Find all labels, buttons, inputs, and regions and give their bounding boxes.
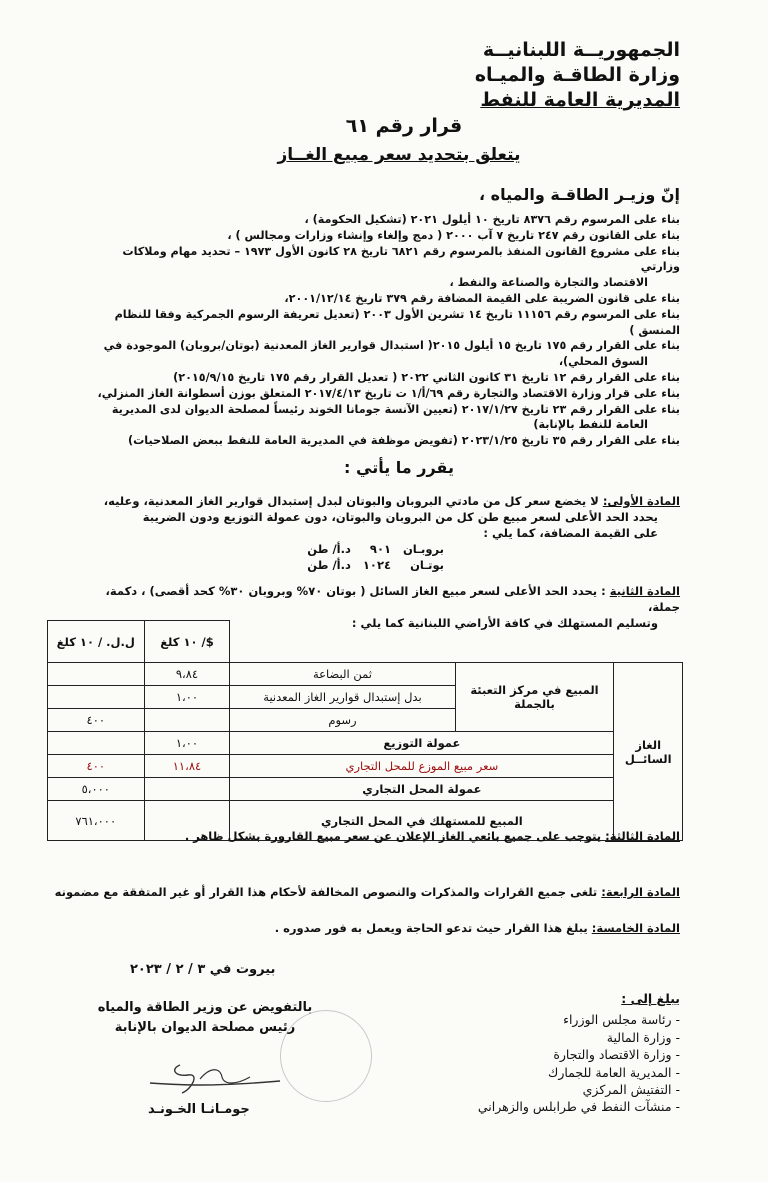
signature-line-2: رئيس مصلحة الديوان بالإنابة bbox=[114, 1020, 296, 1035]
table-row bbox=[48, 755, 683, 778]
row-label: المبيع للمستهلك في المحل التجاري bbox=[230, 801, 614, 841]
table-row bbox=[48, 663, 683, 686]
article-1-label: المادة الأولى: bbox=[602, 494, 680, 508]
row-label: عمولة التوزيع bbox=[230, 732, 614, 755]
product-price: ١٠٢٤ bbox=[362, 558, 391, 572]
distribution-heading: يبلغ إلى : bbox=[621, 991, 680, 1006]
handwritten-signature bbox=[140, 1055, 290, 1100]
premise: بناء على القانون رقم ٢٤٧ تاريخ ٧ آب ٢٠٠٠ ( دمج وإلغاء وإنشاء وزارات ومجالس ) ، bbox=[227, 228, 680, 242]
cell-usd: ٩،٨٤ bbox=[144, 663, 230, 686]
cell-usd bbox=[144, 778, 230, 801]
article-4 bbox=[55, 884, 680, 900]
premise: بناء على قانون الضريبة على القيمة المضافة رقم ٣٧٩ تاريخ ٢٠٠١/١٢/١٤، bbox=[284, 291, 680, 305]
letterhead bbox=[420, 38, 680, 113]
list-item: - وزارة المالية bbox=[380, 1029, 680, 1046]
premise: بناء على القرار رقم ١٢ تاريخ ٣١ كانون الثاني ٢٠٢٢ ( تعديل القرار رقم ١٧٥ تاريخ ٢٠١٥/٩/١٥) bbox=[173, 370, 680, 384]
article-2-label: المادة الثانية bbox=[609, 584, 680, 598]
product-name: بوتـان bbox=[410, 558, 444, 572]
minister-line: إنّ وزيـر الطاقـة والمياه ، bbox=[479, 185, 680, 204]
signature-line-1: بالتفويض عن وزير الطاقة والمياه bbox=[97, 1000, 313, 1015]
list-item bbox=[301, 557, 450, 573]
product-name: بروبـان bbox=[402, 542, 444, 556]
article-3 bbox=[185, 828, 680, 844]
premise: بناء على المرسوم رقم ١١١٥٦ تاريخ ١٤ تشرين الأول ٢٠٠٣ (تعديل تعريفة الرسوم الجمركية وفقا للنظام المنسق ) bbox=[114, 307, 680, 337]
list-item: - منشآت النفط في طرابلس والزهراني bbox=[380, 1098, 680, 1115]
product-unit: د.أ/ طن bbox=[307, 558, 351, 572]
decision-subject: يتعلق بتحديد سعر مبيع الغــاز bbox=[277, 145, 521, 165]
list-item: - وزارة الاقتصاد والتجارة bbox=[380, 1046, 680, 1063]
cell-usd bbox=[144, 709, 230, 732]
issue-date: بيروت في ٣ / ٢ / ٢٠٢٣ bbox=[130, 962, 276, 977]
premise: بناء على قرار وزارة الاقتصاد والتجارة رقم ٦٩/أ/١ ت تاريخ ٢٠١٧/٤/١٣ المتعلق بوزن أسطوانة الغاز المنزلي، bbox=[97, 386, 680, 400]
article-3-text: يتوجب على جميع بائعي الغاز الإعلان عن سعر مبيع القارورة بشكل ظاهر . bbox=[184, 829, 602, 843]
premise: بناء على القرار رقم ٣٥ تاريخ ٢٠٢٣/١/٢٥ (تفويض موظفة في المديرية العامة للنفط ببعض الصلاحيات) bbox=[127, 434, 680, 448]
row-label: عمولة المحل التجاري bbox=[230, 778, 614, 801]
article-2-text: : يحدد الحد الأعلى لسعر مبيع الغاز السائل ( بوتان ٧٠% وبروبان ٣٠% كحد أقصى) ، دكمة، جملة، bbox=[105, 584, 680, 614]
premise-continuation: السوق المحلي)، bbox=[558, 355, 648, 369]
article-2-line2: وتسليم المستهلك في كافة الأراضي اللبنانية كما يلي : bbox=[351, 616, 658, 630]
cell-usd: ١١،٨٤ bbox=[144, 755, 230, 778]
column-header-usd: $/ ١٠ كلغ bbox=[144, 621, 230, 663]
premise: بناء على المرسوم رقم ٨٣٧٦ تاريخ ١٠ أيلول ٢٠٢١ (تشكيل الحكومة) ، bbox=[304, 213, 680, 226]
signature-block bbox=[90, 998, 320, 1038]
product-unit: د.أ/ طن bbox=[307, 542, 351, 556]
cell-lbp bbox=[48, 686, 145, 709]
cell-usd: ١،٠٠ bbox=[144, 732, 230, 755]
product-price: ٩٠١ bbox=[369, 542, 391, 556]
row-label: سعر مبيع الموزع للمحل التجاري bbox=[230, 755, 614, 778]
ton-price-list bbox=[301, 541, 450, 573]
premise-continuation: الاقتصاد والتجارة والصناعة والنفط ، bbox=[449, 276, 648, 290]
article-1-line2: يحدد الحد الأعلى لسعر مبيع طن كل من البروبان والبوتان، دون عمولة التوزيع ودون الضريبة bbox=[142, 510, 658, 524]
article-4-text: تلغى جميع القرارات والمذكرات والنصوص المخالفة لأحكام هذا القرار أو غير المتفقة مع مضمونه bbox=[54, 885, 598, 899]
republic-name: الجمهوريــة اللبنانيــة bbox=[482, 39, 680, 61]
article-5-text: يبلغ هذا القرار حيث تدعو الحاجة ويعمل به فور صدوره . bbox=[274, 921, 588, 935]
article-1-text: لا يخضع سعر كل من مادتي البروبان والبوتان لبدل إستبدال قوارير الغاز المعدنية، وعليه، bbox=[103, 494, 599, 508]
cell-lbp bbox=[48, 732, 145, 755]
article-5-label: المادة الخامسة: bbox=[591, 921, 680, 935]
cell-lbp: ٧٦١،٠٠٠ bbox=[48, 801, 145, 841]
price-table bbox=[47, 620, 683, 841]
premise: بناء على القرار رقم ٢٣ تاريخ ٢٠١٧/١/٢٧ (تعيين الآنسة جومانا الخوند رئيساً لمصلحة الديوان لدى المديرية bbox=[111, 402, 680, 416]
table-row bbox=[48, 778, 683, 801]
signatory-name: جومـانـا الخـونـد bbox=[148, 1102, 250, 1117]
list-item: - التفتيش المركزي bbox=[380, 1081, 680, 1098]
ministry-name: وزارة الطاقـة والميـاه bbox=[474, 64, 680, 86]
premise: بناء على مشروع القانون المنفذ بالمرسوم رقم ٦٨٢١ تاريخ ٢٨ كانون الأول ١٩٧٣ – تحديد مهام وملاكات وزارتي bbox=[122, 244, 680, 274]
decision-number: قرار رقم ٦١ bbox=[345, 115, 463, 137]
list-item: - المديرية العامة للجمارك bbox=[380, 1064, 680, 1081]
wholesale-label: المبيع في مركز التعبئة بالجملة bbox=[455, 663, 614, 732]
row-label: ثمن البضاعة bbox=[230, 663, 455, 686]
group-label: الغاز السائــل bbox=[614, 663, 683, 841]
premise: بناء على القرار رقم ١٧٥ تاريخ ١٥ أيلول ٢٠١٥( استبدال قوارير الغاز المعدنية (بوتان/بروبان) الموجودة في bbox=[103, 339, 680, 353]
article-3-label: المادة الثالثة: bbox=[605, 829, 680, 843]
article-1-line3: على القيمة المضافة، كما يلي : bbox=[483, 526, 658, 540]
table-header-row bbox=[48, 621, 683, 663]
list-item: - رئاسة مجلس الوزراء bbox=[380, 1011, 680, 1028]
premise-continuation: العامة للنفط بالإنابة) bbox=[533, 418, 648, 432]
cell-usd: ١،٠٠ bbox=[144, 686, 230, 709]
article-4-label: المادة الرابعة: bbox=[601, 885, 680, 899]
premises-list bbox=[90, 212, 680, 449]
cell-lbp bbox=[48, 663, 145, 686]
cell-lbp: ٥،٠٠٠ bbox=[48, 778, 145, 801]
cell-lbp: ٤٠٠ bbox=[48, 709, 145, 732]
decides-heading: يقرر ما يأتي : bbox=[344, 458, 454, 477]
table-row bbox=[48, 732, 683, 755]
distribution-list bbox=[380, 990, 680, 1116]
directorate-name: المديرية العامة للنفط bbox=[480, 89, 680, 111]
article-5 bbox=[275, 920, 680, 936]
cell-lbp: ٤٠٠ bbox=[48, 755, 145, 778]
list-item bbox=[301, 541, 450, 557]
article-1 bbox=[80, 493, 680, 573]
row-label: رسوم bbox=[230, 709, 455, 732]
column-header-lbp: ل.ل. / ١٠ كلغ bbox=[48, 621, 145, 663]
row-label: بدل إستبدال قوارير الغاز المعدنية bbox=[230, 686, 455, 709]
